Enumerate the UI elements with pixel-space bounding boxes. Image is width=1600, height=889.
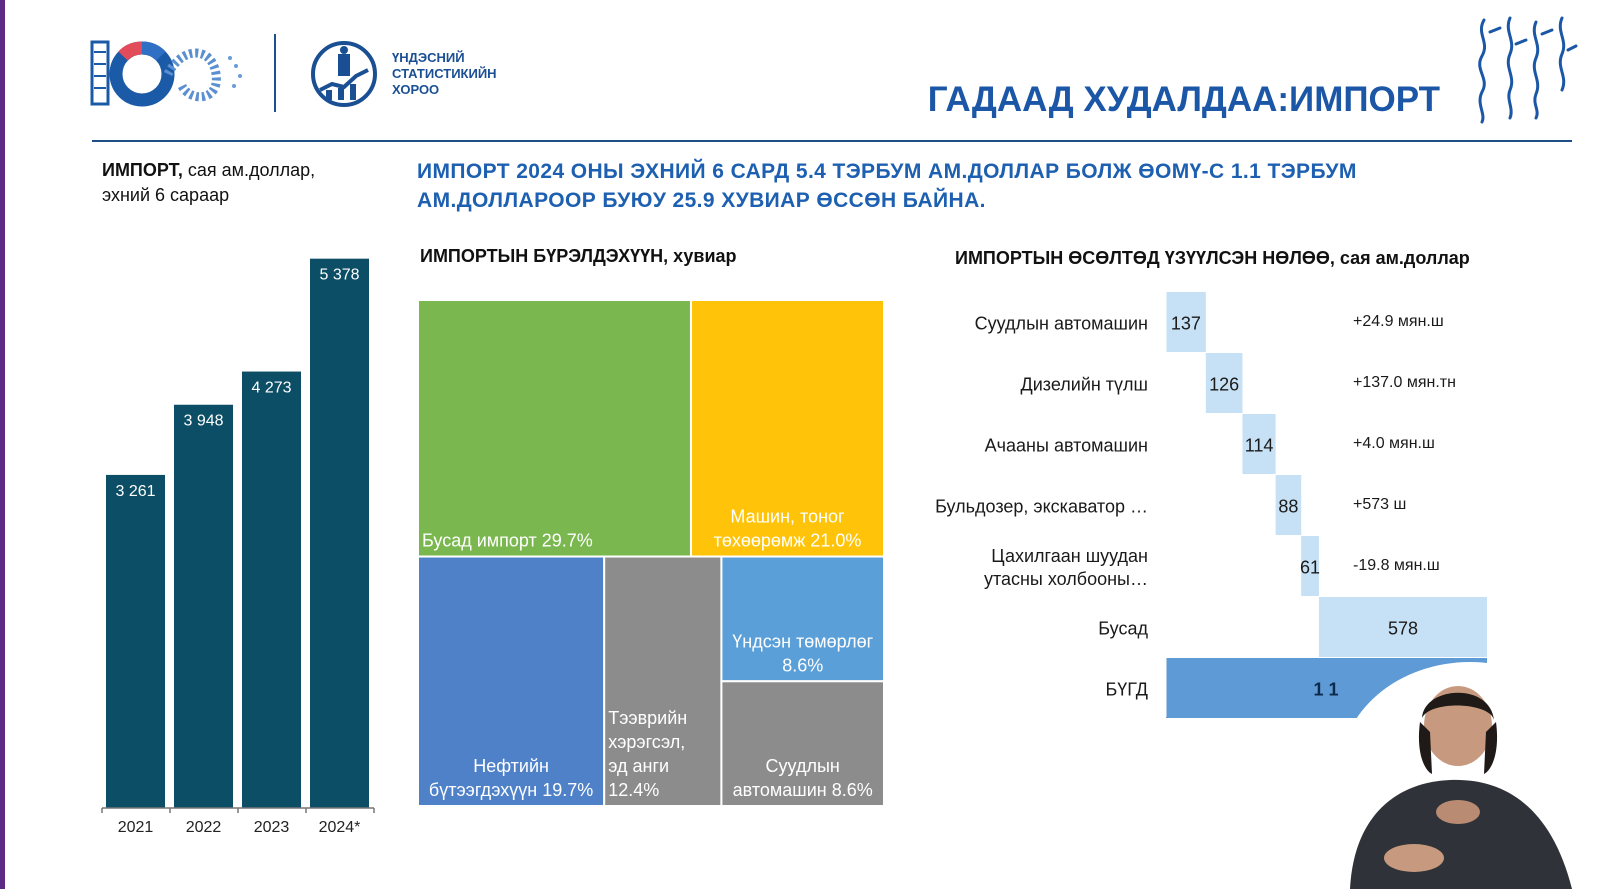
waterfall-category-label: утасны холбооны… [983,569,1148,589]
treemap-label: 8.6% [782,655,824,676]
waterfall-category-label: Суудлын автомашин [974,313,1148,334]
headline-line-1: ИМПОРТ 2024 ОНЫ ЭХНИЙ 6 САРД 5.4 ТЭРБУМ АМ.ДОЛЛАР БОЛЖ ӨОМҮ-С 1.1 ТЭРБУМ [417,160,1357,183]
treemap-cell [418,300,691,557]
import-composition-treemap [418,300,898,820]
x-tick-label: 2024* [318,819,361,836]
treemap-label: Үндсэн төмөрлөг [732,631,874,652]
treemap-label: Нефтийн [473,756,549,776]
waterfall-category-label: БҮГД [1105,679,1148,700]
bar-2022 [174,405,233,808]
bar-chart-title [102,158,392,208]
treemap-label: төхөөрөмж 21.0% [713,530,862,551]
bar-2021 [106,475,165,808]
quantity-note: +24.9 мян.ш [1353,313,1444,330]
org-name-line: ҮНДЭСНИЙ [392,50,465,65]
bar-chart-title-rest: сая ам.доллар, [182,160,316,180]
mongolian-script-logo [1470,14,1580,126]
waterfall-value-label: 61 [1300,557,1321,578]
waterfall-category-label: Бусад [1098,618,1148,639]
treemap-label: автомашин 8.6% [732,780,873,800]
import-bar-chart [100,234,390,864]
quantity-note: +4.0 мян.ш [1353,435,1435,452]
treemap-label: хэрэгсэл, [608,732,686,752]
headline-text [417,157,1560,215]
treemap-label: Суудлын [765,756,840,776]
bar-chart-subtitle: эхний 6 сараар [102,185,230,205]
window-edge [0,0,5,889]
quantity-note: -19.8 мян.ш [1353,557,1440,574]
x-tick-label: 2021 [117,819,154,836]
waterfall-value-label: 114 [1244,435,1274,456]
bar-2023 [242,372,301,808]
bar-value-label: 3 261 [115,482,156,500]
waterfall-value-label: 137 [1170,313,1201,334]
waterfall-category-label: Бульдозер, экскаватор … [935,496,1148,517]
org-name-line: ХОРОО [392,82,440,97]
bar-value-label: 3 948 [183,412,224,430]
waterfall-title: ИМПОРТЫН ӨСӨЛТӨД ҮЗҮҮЛСЭН НӨЛӨӨ, сая ам.доллар [955,248,1470,268]
x-tick-label: 2023 [253,819,290,836]
treemap-label: Машин, тоног [730,506,845,527]
logo-divider [274,34,276,112]
slide-title: ГАДААД ХУДАЛДАА:ИМПОРТ [927,80,1440,119]
waterfall-value-label: 1 1 [1313,679,1339,700]
waterfall-category-label: Цахилгаан шуудан [991,546,1148,566]
header-rule [92,140,1572,142]
census-logo [90,36,250,112]
waterfall-value-label: 88 [1278,496,1299,517]
bar-2024* [310,259,369,808]
waterfall-value-label: 578 [1387,618,1418,639]
waterfall-category-label: Ачааны автомашин [984,435,1148,456]
sign-language-interpreter-video [1340,662,1600,889]
waterfall-category-label: Дизелийн түлш [1020,374,1148,395]
x-tick-label: 2022 [185,819,222,836]
treemap-label: Бусад импорт 29.7% [422,530,593,551]
quantity-note: +137.0 мян.тн [1353,374,1456,391]
bar-value-label: 4 273 [251,379,292,397]
treemap-label: Тээврийн [608,708,688,728]
organization-name [392,50,532,98]
bar-chart-title-bold: ИМПОРТ, [102,160,183,180]
treemap-label: 12.4% [608,780,660,800]
headline-line-2: АМ.ДОЛЛАРООР БУЮУ 25.9 ХУВИАР ӨССӨН БАЙНА. [417,189,986,212]
treemap-label: бүтээгдэхүүн 19.7% [428,780,594,800]
treemap-title: ИМПОРТЫН БҮРЭЛДЭХҮҮН, хувиар [420,246,737,266]
org-name-line: СТАТИСТИКИЙН [392,66,497,81]
bar-value-label: 5 378 [319,266,360,284]
quantity-note: +573 ш [1353,496,1407,513]
nso-emblem-logo [310,40,378,108]
waterfall-value-label: 126 [1209,374,1240,395]
treemap-label: эд анги [608,756,670,776]
